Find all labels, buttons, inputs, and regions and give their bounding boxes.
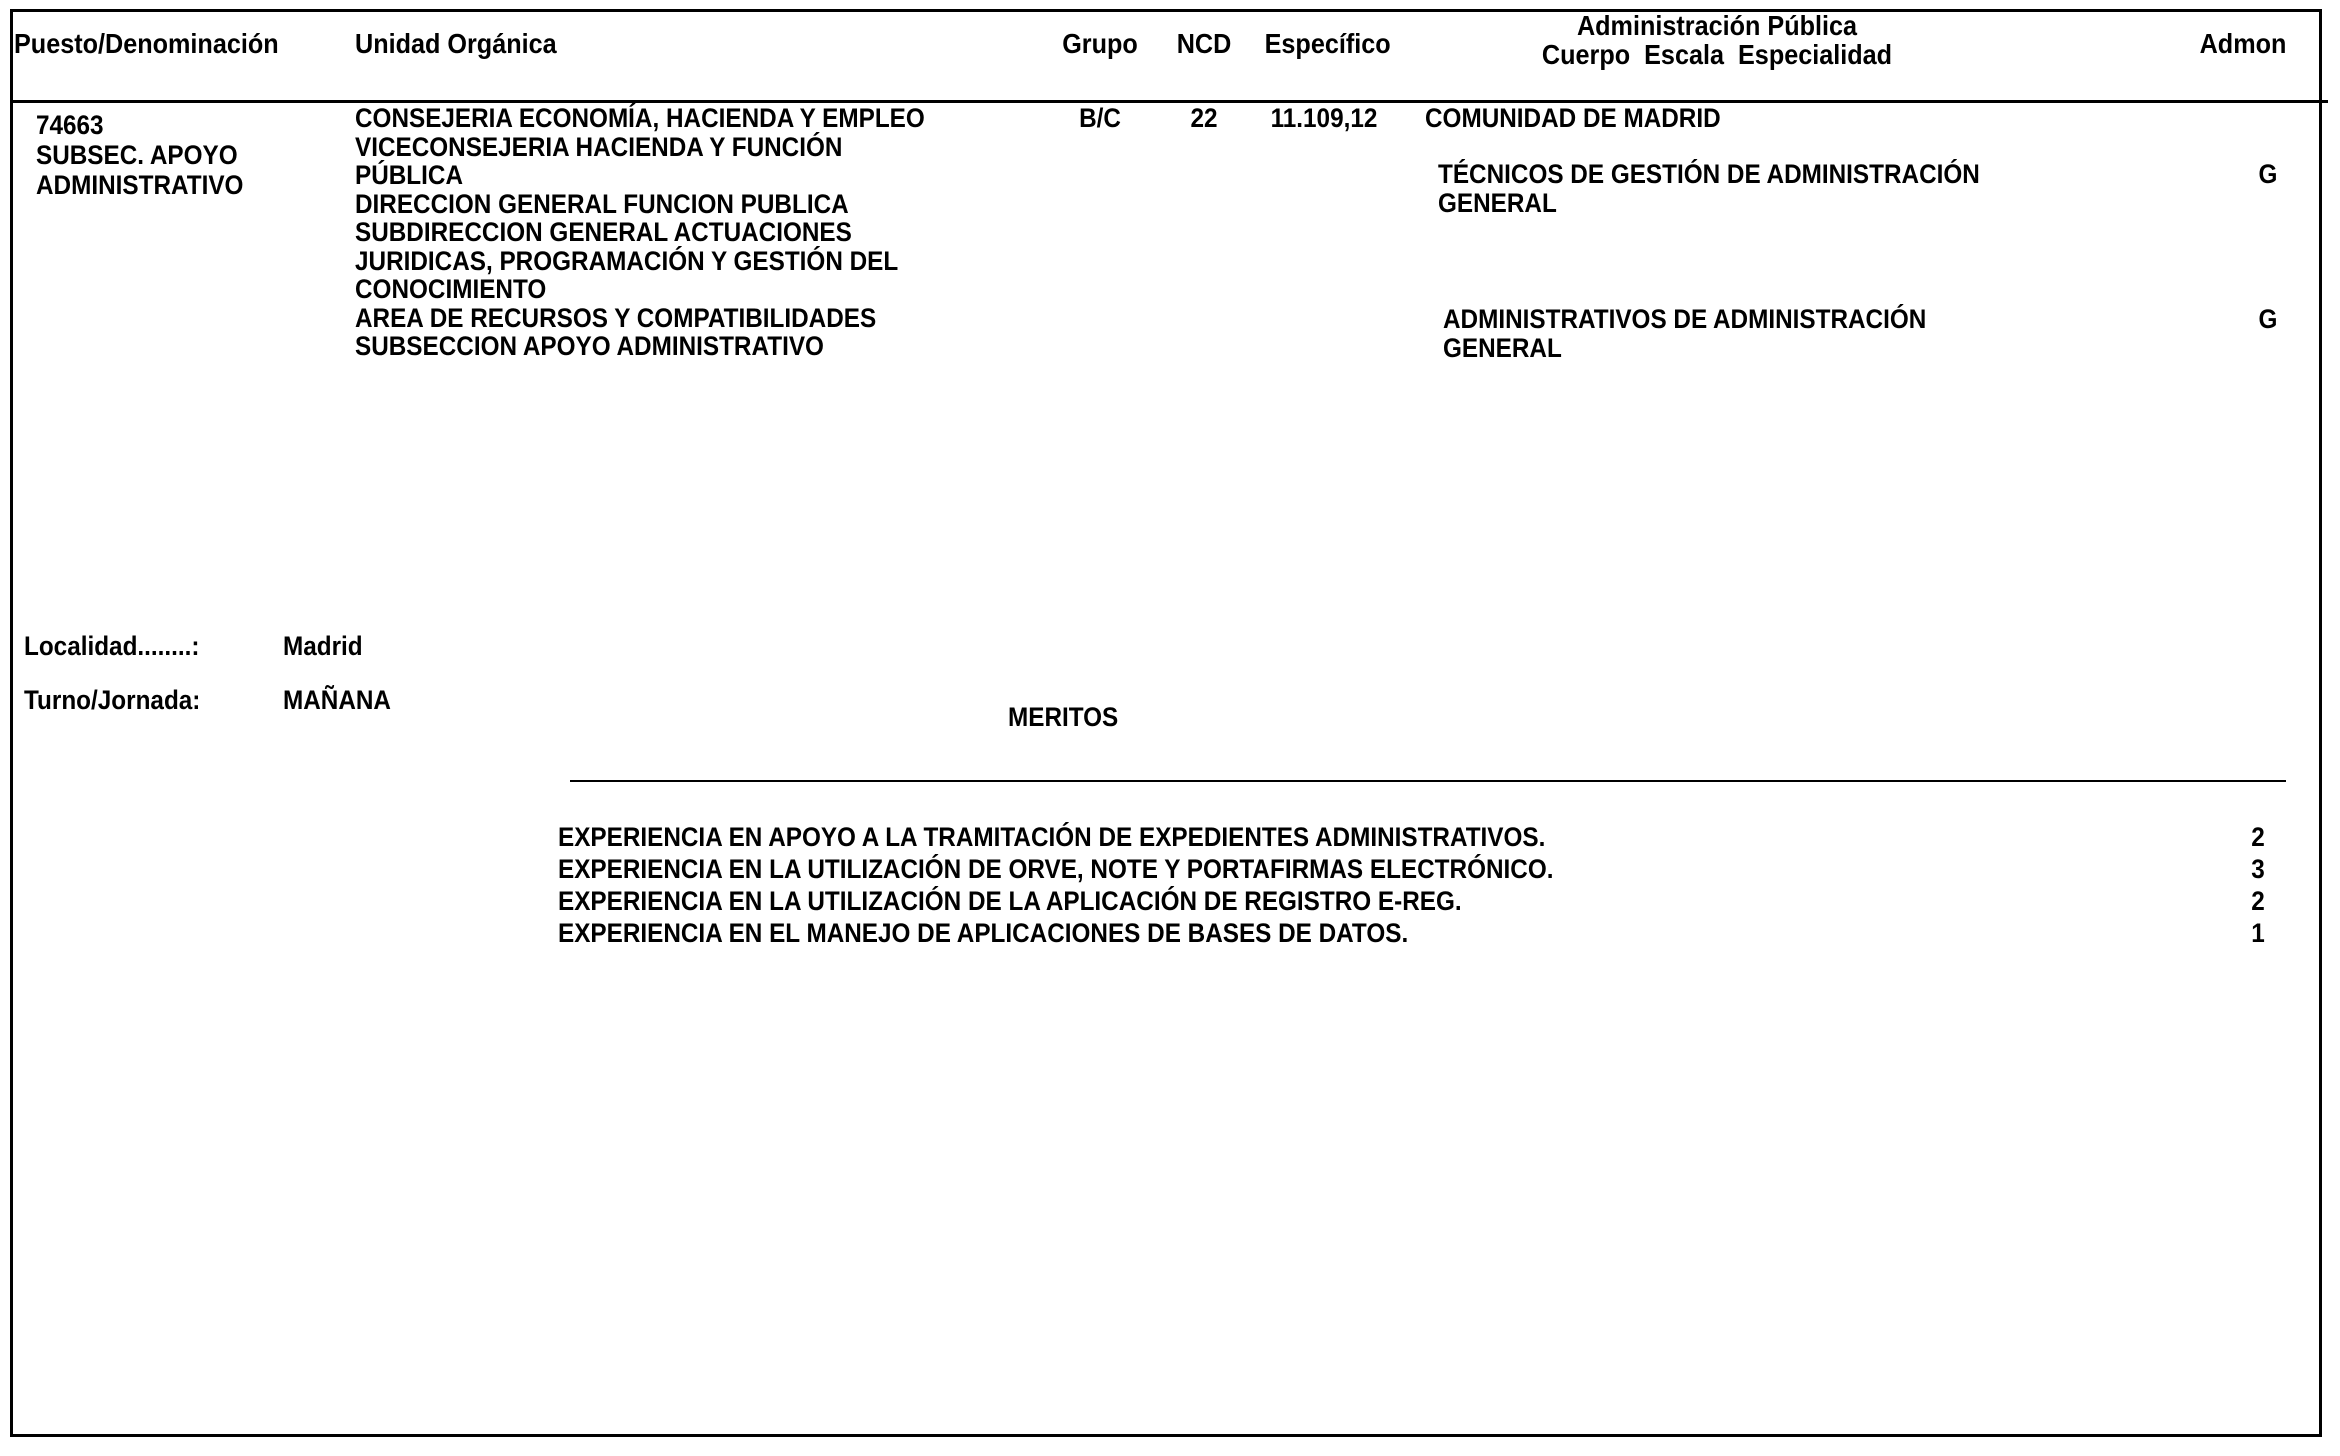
merit-text: EXPERIENCIA EN APOYO A LA TRAMITACIÓN DE EXPEDIENTES ADMINISTRATIVOS. — [558, 822, 1546, 852]
unidad-line: SUBSECCION APOYO ADMINISTRATIVO — [355, 331, 824, 361]
column-header-administracion-line1: Administración Pública — [1576, 10, 1858, 41]
cuerpo-name-line: GENERAL — [1438, 188, 1557, 218]
unidad-line: AREA DE RECURSOS Y COMPATIBILIDADES — [355, 302, 877, 333]
cuerpo-admon-value: G — [2258, 304, 2278, 334]
meritos-separator-line — [570, 780, 2286, 782]
column-header-unidad: Unidad Orgánica — [355, 28, 557, 59]
unidad-line: VICECONSEJERIA HACIENDA Y FUNCIÓN — [355, 131, 843, 162]
ncd-value: 22 — [1190, 103, 1218, 133]
cuerpo-name-line: TÉCNICOS DE GESTIÓN DE ADMINISTRACIÓN — [1438, 159, 1980, 189]
column-header-ncd: NCD — [1176, 28, 1232, 59]
cuerpo-admon-value: G — [2258, 159, 2278, 189]
merit-text: EXPERIENCIA EN LA UTILIZACIÓN DE ORVE, NOTE Y PORTAFIRMAS ELECTRÓNICO. — [558, 854, 1554, 884]
unidad-organica-cell — [355, 104, 925, 361]
cuerpo-name — [1438, 160, 1980, 218]
cuerpo-name-line: GENERAL — [1443, 333, 1562, 363]
puesto-denominacion-cell — [36, 110, 243, 200]
puesto-line: ADMINISTRATIVO — [36, 170, 244, 200]
turno-jornada-value: MAÑANA — [283, 685, 391, 715]
grupo-value: B/C — [1079, 103, 1121, 133]
column-header-admon: Admon — [2199, 28, 2287, 59]
column-header-administracion-publica — [1501, 11, 1933, 69]
column-header-grupo: Grupo — [1062, 28, 1138, 59]
unidad-line: CONOCIMIENTO — [355, 274, 547, 304]
merit-points: 2 — [2251, 886, 2265, 916]
merit-text: EXPERIENCIA EN EL MANEJO DE APLICACIONES DE BASES DE DATOS. — [558, 918, 1409, 948]
unidad-line: DIRECCION GENERAL FUNCION PUBLICA — [355, 188, 849, 219]
cuerpo-name-line: ADMINISTRATIVOS DE ADMINISTRACIÓN — [1443, 304, 1927, 334]
meritos-title: MERITOS — [1008, 702, 1119, 732]
localidad-value: Madrid — [283, 631, 363, 661]
merit-points: 3 — [2251, 854, 2265, 884]
merit-points: 2 — [2251, 822, 2265, 852]
unidad-line: JURIDICAS, PROGRAMACIÓN Y GESTIÓN DEL — [355, 245, 899, 276]
column-header-administracion-line2: Cuerpo Escala Especialidad — [1541, 39, 1893, 70]
unidad-line: CONSEJERIA ECONOMÍA, HACIENDA Y EMPLEO — [355, 103, 925, 133]
unidad-line: PÚBLICA — [355, 160, 463, 190]
cuerpo-name — [1443, 305, 1926, 363]
administracion-publica-value: COMUNIDAD DE MADRID — [1425, 103, 1721, 133]
puesto-id: 74663 — [36, 110, 104, 140]
column-header-puesto: Puesto/Denominación — [14, 28, 279, 59]
localidad-label: Localidad........: — [24, 631, 200, 661]
column-header-especifico: Específico — [1264, 28, 1391, 59]
especifico-value: 11.109,12 — [1270, 103, 1378, 133]
turno-jornada-label: Turno/Jornada: — [24, 685, 201, 715]
merit-text: EXPERIENCIA EN LA UTILIZACIÓN DE LA APLICACIÓN DE REGISTRO E-REG. — [558, 886, 1462, 916]
puesto-line: SUBSEC. APOYO — [36, 140, 238, 170]
merit-points: 1 — [2251, 918, 2265, 948]
unidad-line: SUBDIRECCION GENERAL ACTUACIONES — [355, 217, 852, 247]
